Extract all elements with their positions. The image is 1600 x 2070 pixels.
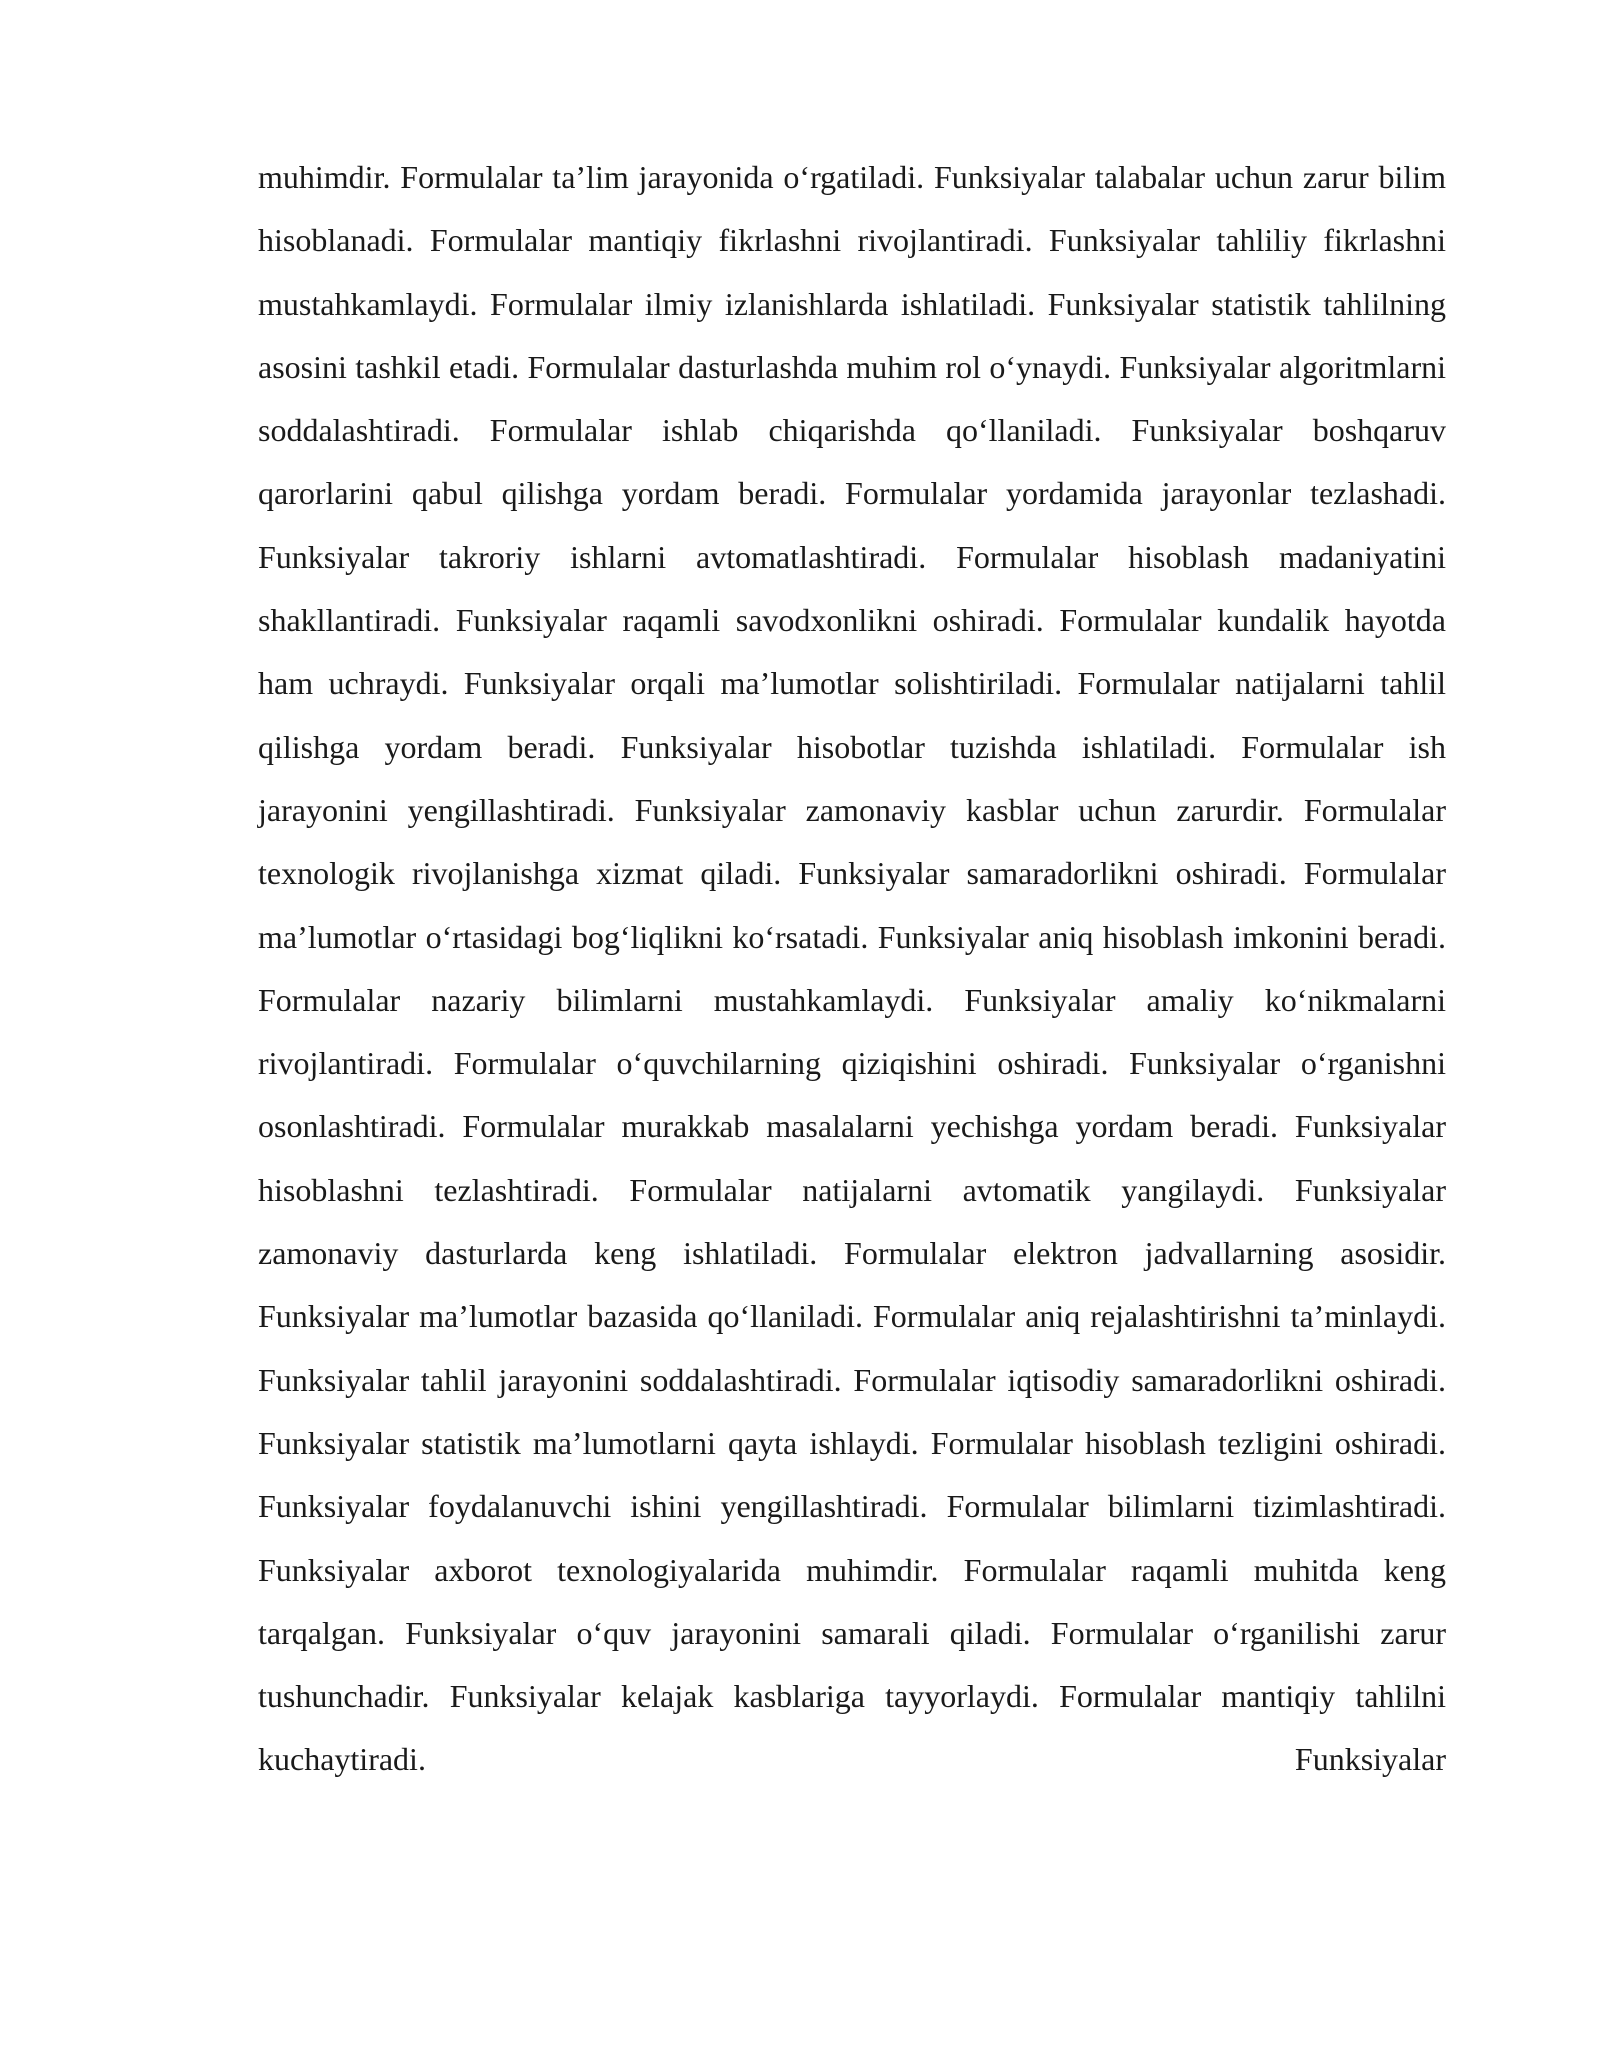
- body-paragraph: muhimdir. Formulalar ta’lim jarayonida o‘rgatiladi. Funksiyalar talabalar uchun zarur bilim hisoblanadi. Formulalar mantiqiy fikrlashni rivojlantiradi. Funksiyalar tahliliy fikrlashni mustahkamlaydi. Formulalar ilmiy izlanishlarda ishlatiladi. Funksiyalar statistik tahlilning asosini tashkil etadi. Formulalar dasturlashda muhim rol o‘ynaydi. Funksiyalar algoritmlarni soddalashtiradi. Formulalar ishlab chiqarishda qo‘llaniladi. Funksiyalar boshqaruv qarorlarini qabul qilishga yordam beradi. Formulalar yordamida jarayonlar tezlashadi. Funksiyalar takroriy ishlarni avtomatlashtiradi. Formulalar hisoblash madaniyatini shakllantiradi. Funksiyalar raqamli savodxonlikni oshiradi. Formulalar kundalik hayotda ham uchraydi. Funksiyalar orqali ma’lumotlar solishtiriladi. Formulalar natijalarni tahlil qilishga yordam beradi. Funksiyalar hisobotlar tuzishda ishlatiladi. Formulalar ish jarayonini yengillashtiradi. Funksiyalar zamonaviy kasblar uchun zarurdir. Formulalar texnologik rivojlanishga xizmat qiladi. Funksiyalar samaradorlikni oshiradi. Formulalar ma’lumotlar o‘rtasidagi bog‘liqlikni ko‘rsatadi. Funksiyalar aniq hisoblash imkonini beradi. Formulalar nazariy bilimlarni mustahkamlaydi. Funksiyalar amaliy ko‘nikmalarni rivojlantiradi. Formulalar o‘quvchilarning qiziqishini oshiradi. Funksiyalar o‘rganishni osonlashtiradi. Formulalar murakkab masalalarni yechishga yordam beradi. Funksiyalar hisoblashni tezlashtiradi. Formulalar natijalarni avtomatik yangilaydi. Funksiyalar zamonaviy dasturlarda keng ishlatiladi. Formulalar elektron jadvallarning asosidir. Funksiyalar ma’lumotlar bazasida qo‘llaniladi. Formulalar aniq rejalashtirishni ta’minlaydi. Funksiyalar tahlil jarayonini soddalashtiradi. Formulalar iqtisodiy samaradorlikni oshiradi. Funksiyalar statistik ma’lumotlarni qayta ishlaydi. Formulalar hisoblash tezligini oshiradi. Funksiyalar foydalanuvchi ishini yengillashtiradi. Formulalar bilimlarni tizimlashtiradi. Funksiyalar axborot texnologiyalarida muhimdir. Formulalar raqamli muhitda keng tarqalgan. Funksiyalar o‘quv jarayonini samarali qiladi. Formulalar o‘rganilishi zarur tushunchadir. Funksiyalar kelajak kasblariga tayyorlaydi. Formulalar mantiqiy tahlilni kuchaytiradi. Funksiyalar: [258, 159, 1446, 1778]
